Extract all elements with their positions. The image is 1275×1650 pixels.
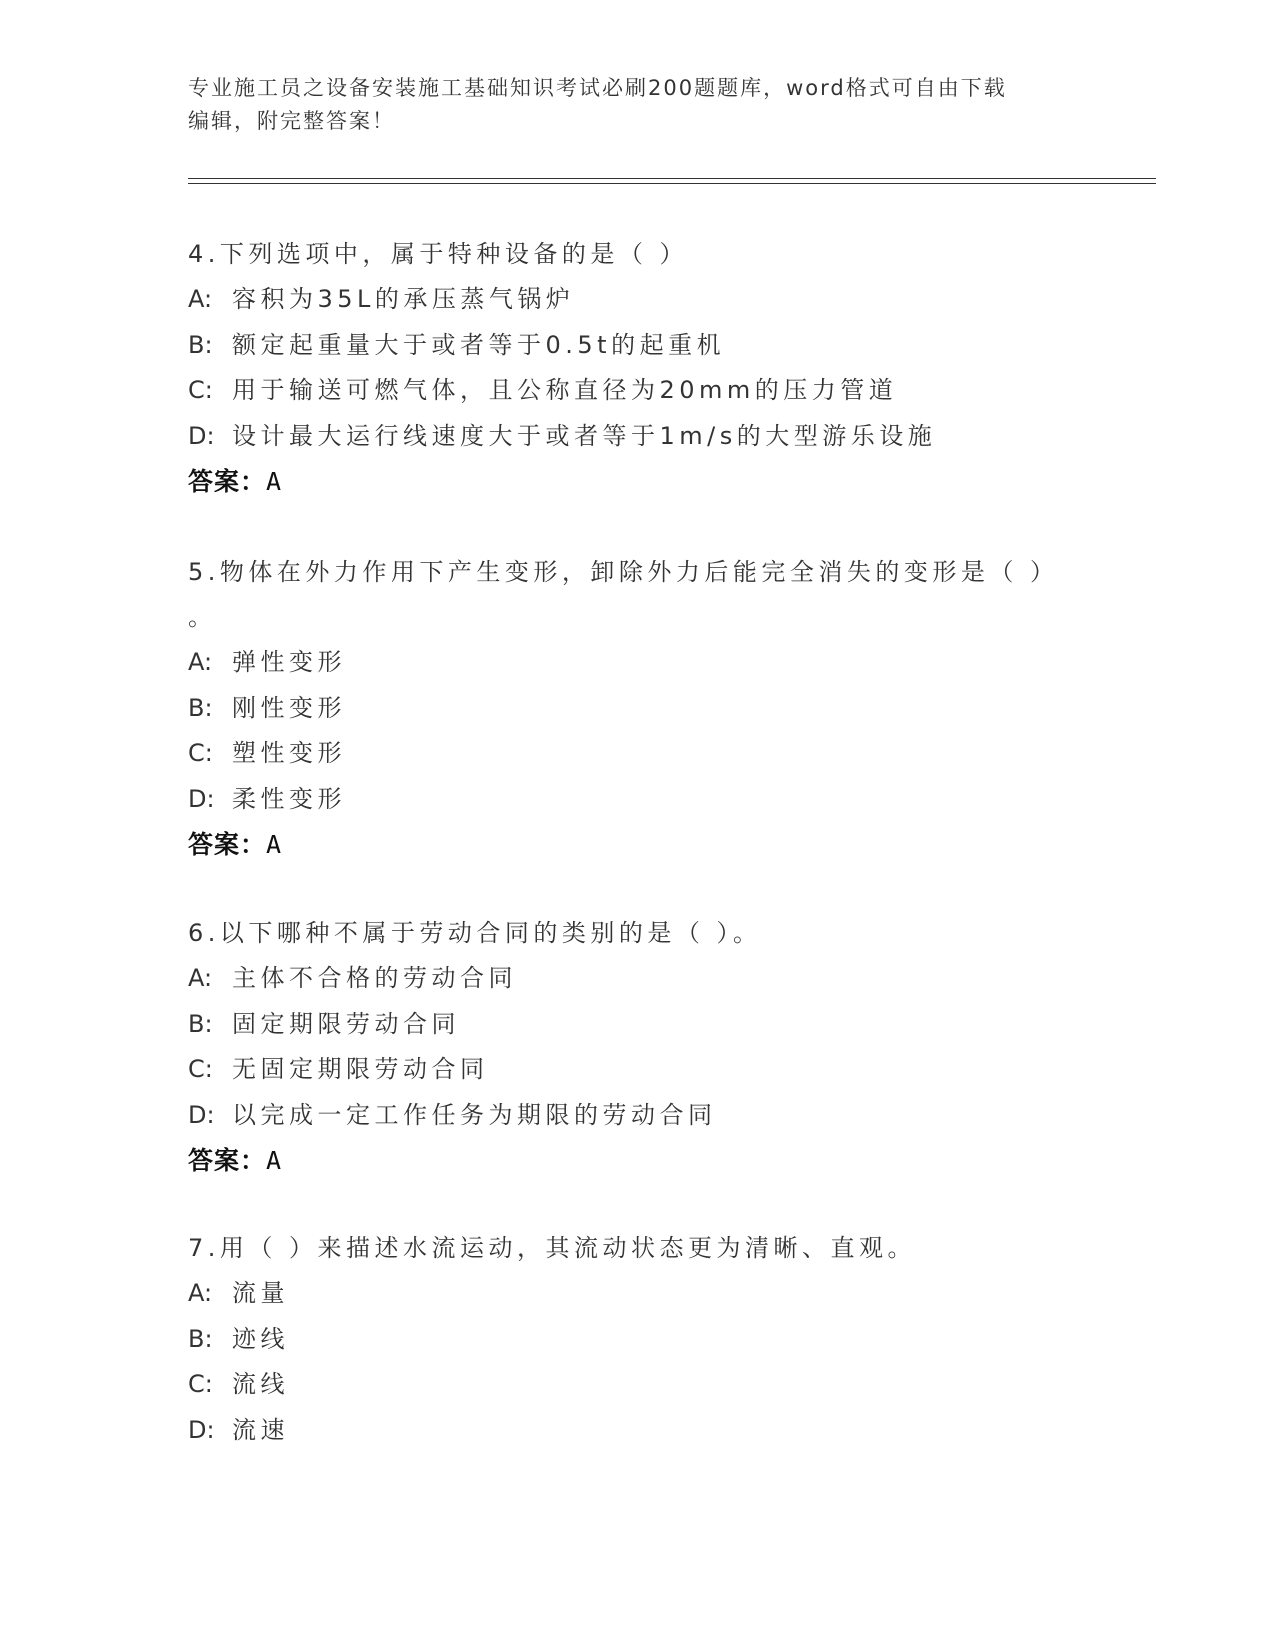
option-label: D: (188, 1100, 215, 1129)
option-text: 用于输送可燃气体，且公称直径为20mm的压力管道 (232, 376, 898, 404)
option-text: 设计最大运行线速度大于或者等于1m/s的大型游乐设施 (232, 421, 937, 450)
option-text: 刚性变形 (232, 693, 346, 722)
option-a (188, 277, 1088, 323)
option-text: 流线 (232, 1370, 289, 1398)
question-stem (188, 1226, 1088, 1271)
option-text: 无固定期限劳动合同 (232, 1055, 489, 1083)
option-b (188, 1002, 1088, 1048)
answer-value: A (266, 467, 283, 496)
question-stem-text: 6.以下哪种不属于劳动合同的类别的是（ ）。 (188, 919, 762, 947)
option-label: C: (188, 739, 213, 767)
option-text: 迹线 (232, 1324, 289, 1353)
option-text: 流速 (232, 1415, 289, 1444)
header-divider-bottom (188, 183, 1156, 184)
option-c (188, 1047, 1088, 1093)
option-label: D: (188, 1415, 215, 1444)
answer-value: A (266, 1146, 283, 1175)
option-text: 塑性变形 (232, 739, 346, 767)
answer-label: 答案： (188, 1146, 267, 1175)
option-text: 流量 (232, 1279, 289, 1307)
option-label: D: (188, 421, 215, 450)
option-text: 固定期限劳动合同 (232, 1009, 460, 1038)
option-d (188, 777, 1088, 823)
option-label: B: (188, 330, 213, 359)
option-c (188, 368, 1088, 414)
header-line-2: 编辑，附完整答案！ (188, 109, 395, 133)
option-d (188, 1408, 1088, 1454)
option-text: 额定起重量大于或者等于0.5t的起重机 (232, 330, 726, 359)
question-stem (188, 232, 1088, 277)
question-stem (188, 550, 1088, 640)
option-label: B: (188, 1009, 213, 1038)
option-label: A: (188, 648, 213, 676)
answer-line (188, 822, 1088, 867)
question-stem-trail: 。 (188, 603, 217, 631)
header-line-1: 专业施工员之设备安装施工基础知识考试必刷200题题库，word格式可自由下载 (188, 76, 1007, 100)
option-label: C: (188, 1055, 213, 1083)
answer-label: 答案： (188, 830, 267, 859)
header-divider-top (188, 178, 1156, 179)
option-b (188, 1317, 1088, 1363)
option-text: 容积为35L的承压蒸气锅炉 (232, 285, 575, 313)
question-stem-text: 4.下列选项中，属于特种设备的是（ ） (188, 240, 689, 268)
option-d (188, 414, 1088, 460)
option-b (188, 686, 1088, 732)
option-label: A: (188, 285, 213, 313)
option-text: 柔性变形 (232, 784, 346, 813)
question-stem (188, 911, 1088, 956)
option-label: B: (188, 1324, 213, 1353)
option-d (188, 1093, 1088, 1139)
option-label: C: (188, 1370, 213, 1398)
option-text: 弹性变形 (232, 648, 346, 676)
option-a (188, 1271, 1088, 1317)
answer-line (188, 1138, 1088, 1183)
question-6 (188, 911, 1088, 1183)
option-label: D: (188, 784, 215, 813)
question-5 (188, 550, 1088, 867)
option-label: B: (188, 693, 213, 722)
answer-value: A (266, 830, 283, 859)
answer-label: 答案： (188, 467, 267, 496)
answer-line (188, 459, 1088, 504)
question-stem-text: 7.用（ ）来描述水流运动，其流动状态更为清晰、直观。 (188, 1234, 917, 1262)
option-text: 以完成一定工作任务为期限的劳动合同 (232, 1100, 717, 1129)
option-label: A: (188, 1279, 213, 1307)
question-stem-text: 5.物体在外力作用下产生变形，卸除外力后能完全消失的变形是（ ） (188, 558, 1059, 586)
option-c (188, 1362, 1088, 1408)
option-label: A: (188, 964, 213, 992)
option-text: 主体不合格的劳动合同 (232, 964, 517, 992)
document-header (188, 72, 1068, 138)
option-c (188, 731, 1088, 777)
option-label: C: (188, 376, 213, 404)
option-a (188, 640, 1088, 686)
question-7 (188, 1226, 1088, 1453)
option-b (188, 323, 1088, 369)
option-a (188, 956, 1088, 1002)
question-4 (188, 232, 1088, 504)
